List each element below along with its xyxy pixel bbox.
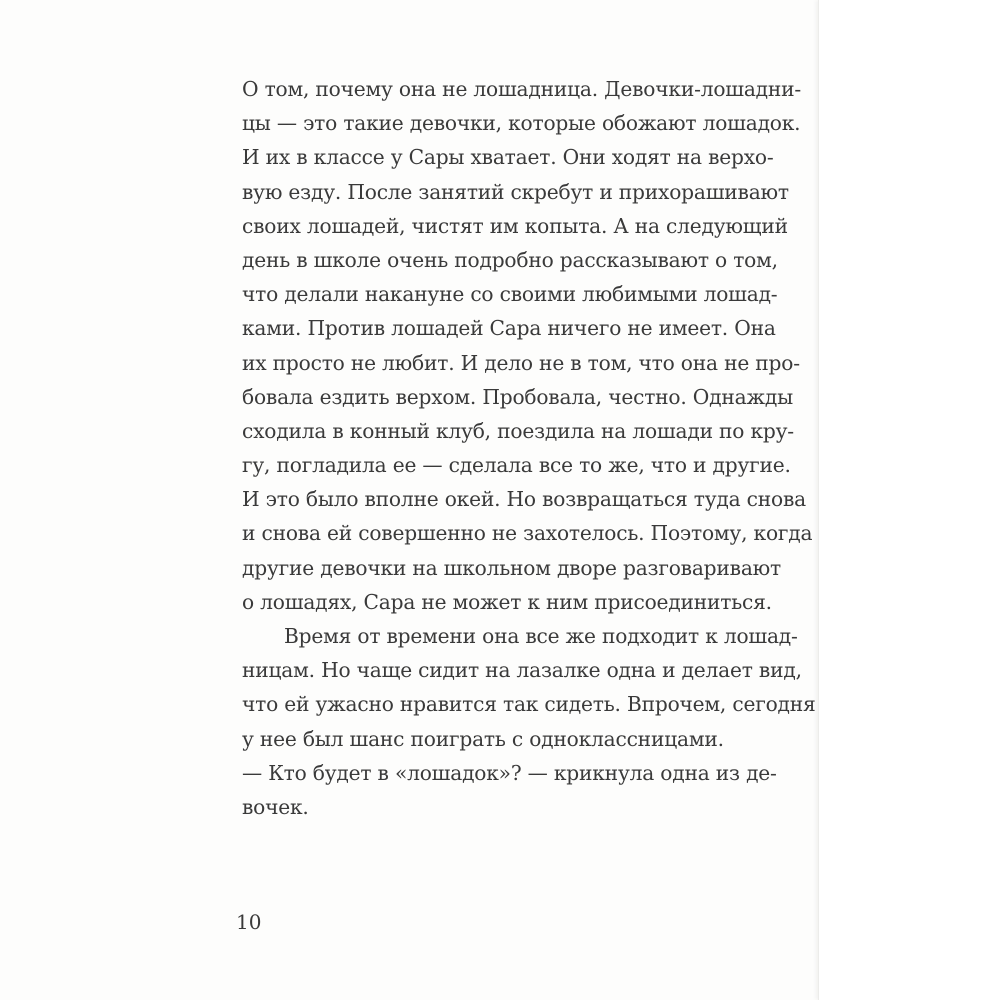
text-line: И их в классе у Сары хватает. Они ходят на верхо-: [242, 145, 774, 170]
text-line: гу, погладила ее — сделала все то же, что и другие.: [242, 453, 791, 478]
text-line: О том, почему она не лошадница. Девочки-лошадни-: [242, 77, 802, 101]
text-line: день в школе очень подробно рассказывают о том,: [242, 247, 778, 272]
text-line: ками. Против лошадей Сара ничего не имеет. Она: [242, 316, 776, 341]
text-line: другие девочки на школьном дворе разговаривают: [242, 555, 782, 580]
text-line: И это было вполне окей. Но возвращаться туда снова: [242, 487, 807, 512]
text-line: что делали накануне со своими любимыми лошад-: [242, 282, 778, 307]
dialogue-line: — Кто будет в «лошадок»? — крикнула одна из де-: [242, 760, 777, 785]
text-line: ницам. Но чаще сидит на лазалке одна и делает вид,: [242, 658, 802, 683]
body-text: [242, 72, 816, 824]
text-line: сходила в конный клуб, поездила на лошади по кру-: [242, 418, 794, 443]
text-line: о лошадях, Сара не может к ним присоединиться.: [242, 589, 772, 614]
text-line: у нее был шанс поиграть с одноклассницами.: [242, 726, 724, 751]
text-line: что ей ужасно нравится так сидеть. Впрочем, сегодня: [242, 692, 816, 717]
text-line: Время от времени она все же подходит к лошад-: [284, 624, 798, 648]
page-number: 10: [236, 910, 262, 934]
text-line: бовала ездить верхом. Пробовала, честно. Однажды: [242, 384, 793, 409]
text-line: своих лошадей, чистят им копыта. А на следующий: [242, 213, 788, 238]
text-line: и снова ей совершенно не захотелось. Поэтому, когда: [242, 521, 813, 546]
text-line: цы — это такие девочки, которые обожают лошадок.: [242, 111, 801, 136]
dialogue-line: вочек.: [242, 794, 309, 819]
next-page-edge: [818, 0, 1000, 1000]
text-line: вую езду. После занятий скребут и прихорашивают: [242, 179, 789, 204]
text-line: их просто не любит. И дело не в том, что она не про-: [242, 350, 800, 375]
